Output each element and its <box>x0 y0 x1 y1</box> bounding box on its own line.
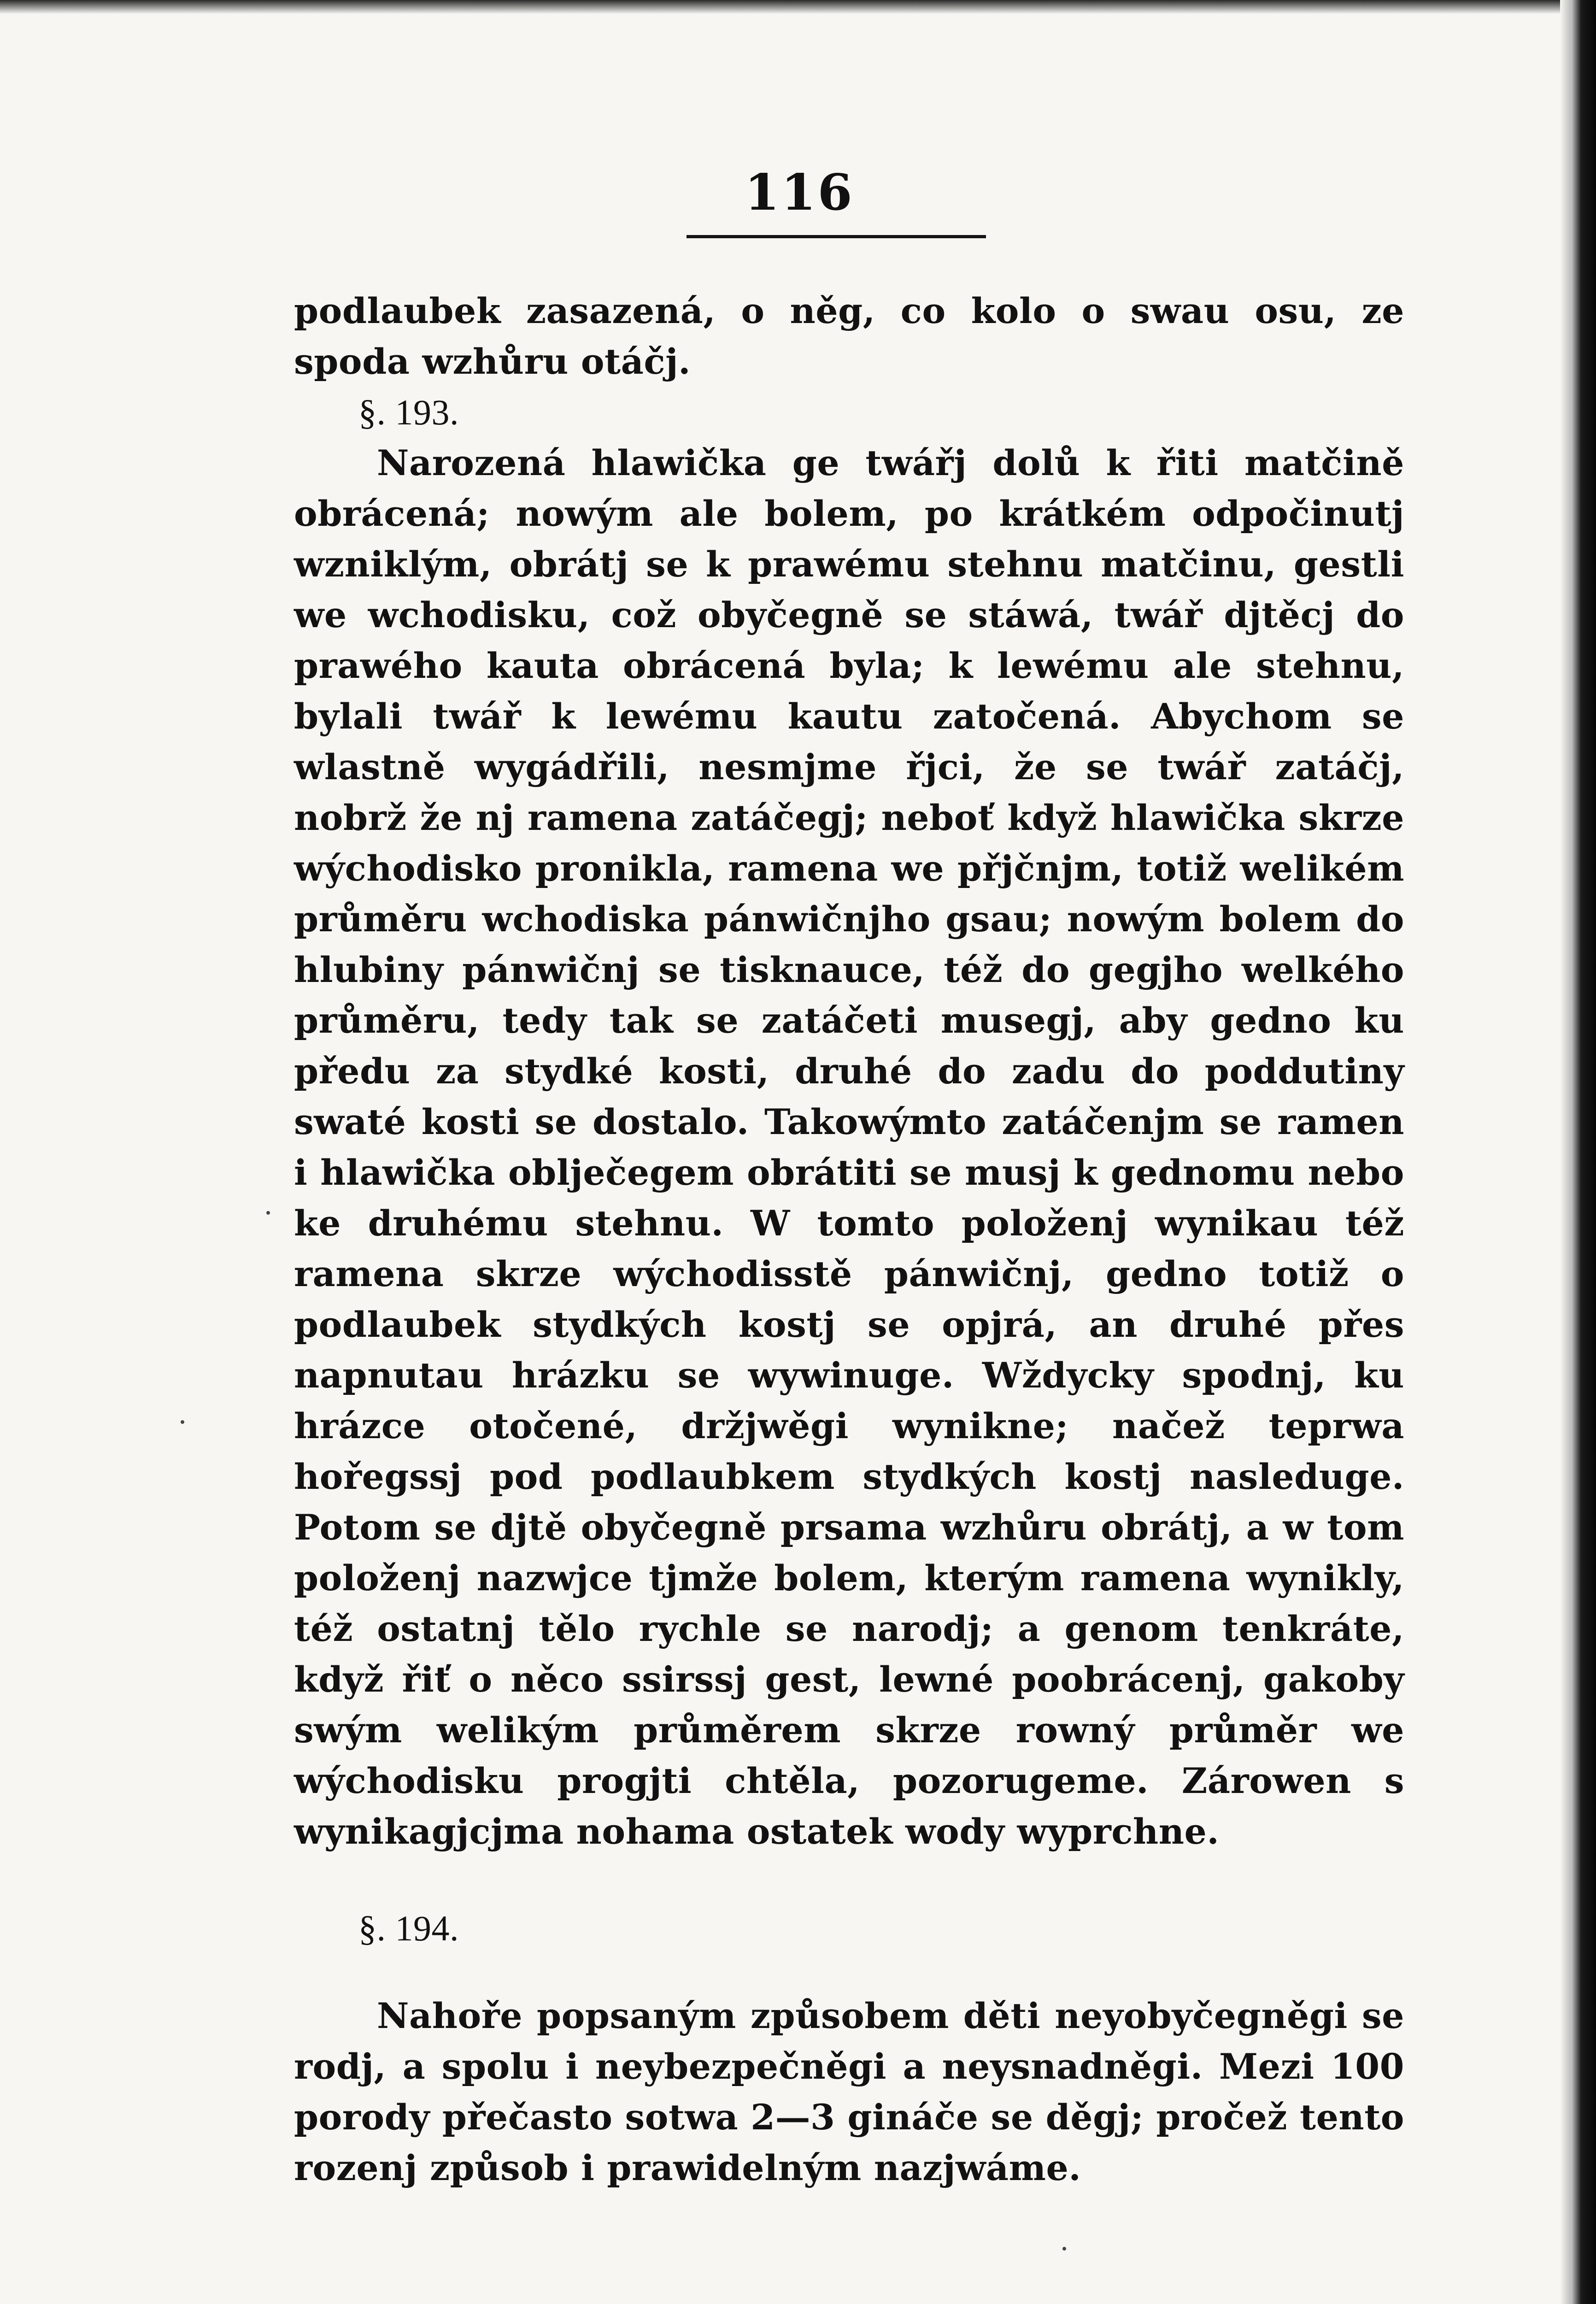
section-194-paragraph: Nahoře popsaným způsobem děti neyobyčegněgi se rodj, a spolu i neybezpečněgi a neysnadněgi. Mezi 100 porody přečasto sotwa 2—3 gináče se děgj; pročež tento rozenj způsob i prawidelným nazjwáme. <box>294 1995 1404 2188</box>
scan-speck <box>1062 2247 1066 2251</box>
section-heading-194: §. 194. <box>358 1908 459 1948</box>
header-rule <box>687 235 986 238</box>
section-193-paragraph: Narozená hlawička ge twářj dolů k řiti matčině obrácená; nowým ale bolem, po krátkém odpočinutj wzniklým, obrátj se k prawému stehnu matčinu, gestli we wchodisku, což obyčegně se stáwá, twář djtěcj do prawého kauta obrácená byla; k lewému ale stehnu, bylali twář k lewému kautu zatočená. Abychom se wlastně wygádřili, nesmjme řjci, že se twář zatáčj, nobrž že nj ramena zatáčegj; neboť když hlawička skrze wýchodisko pronikla, ramena we přjčnjm, totiž welikém průměru wchodiska pánwičnjho gsau; nowým bolem do hlubiny pánwičnj se tisknauce, též do gegjho welkého průměru, tedy tak se zatáčeti musegj, aby gedno ku předu za stydké kosti, druhé do zadu do poddutiny swaté kosti se dostalo. Takowýmto zatáčenjm se ramen i hlawička oblječegem obrátiti se musj k gednomu nebo ke druhému stehnu. W tomto položenj wynikau též ramena skrze wýchodisstě pánwičnj, gedno totiž o podlaubek stydkých kostj se opjrá, an druhé přes napnutau hrázku se wywinuge. Wždycky spodnj, ku hrázce otočené, držjwěgi wynikne; načež teprwa hořegssj pod podlaubkem stydkých kostj nasleduge. Potom se djtě obyčegně prsama wzhůru obrátj, a w tom položenj nazwjce tjmže bolem, kterým ramena wynikly, též ostatnj tělo rychle se narodj; a genom tenkráte, když řiť o něco ssirssj gest, lewné poobrácenj, gakoby swým welikým průměrem skrze rowný průměr we wýchodisku progjti chtěla, pozorugeme. Zárowen s wynikagjcjma nohama ostatek wody wyprchne. <box>294 442 1404 1852</box>
page-number: 116 <box>745 164 854 222</box>
section-heading-193: §. 193. <box>358 392 459 432</box>
continuation-paragraph: podlaubek zasazená, o něg, co kolo o swau osu, ze spoda wzhůru otáčj. <box>294 290 1404 382</box>
scan-right-edge <box>1571 0 1596 2304</box>
scan-speck <box>266 1211 270 1215</box>
page-edge-shadow <box>1560 0 1571 2304</box>
scan-speck <box>181 1420 184 1424</box>
scan-top-edge <box>0 0 1596 14</box>
body-text <box>294 286 1404 2193</box>
